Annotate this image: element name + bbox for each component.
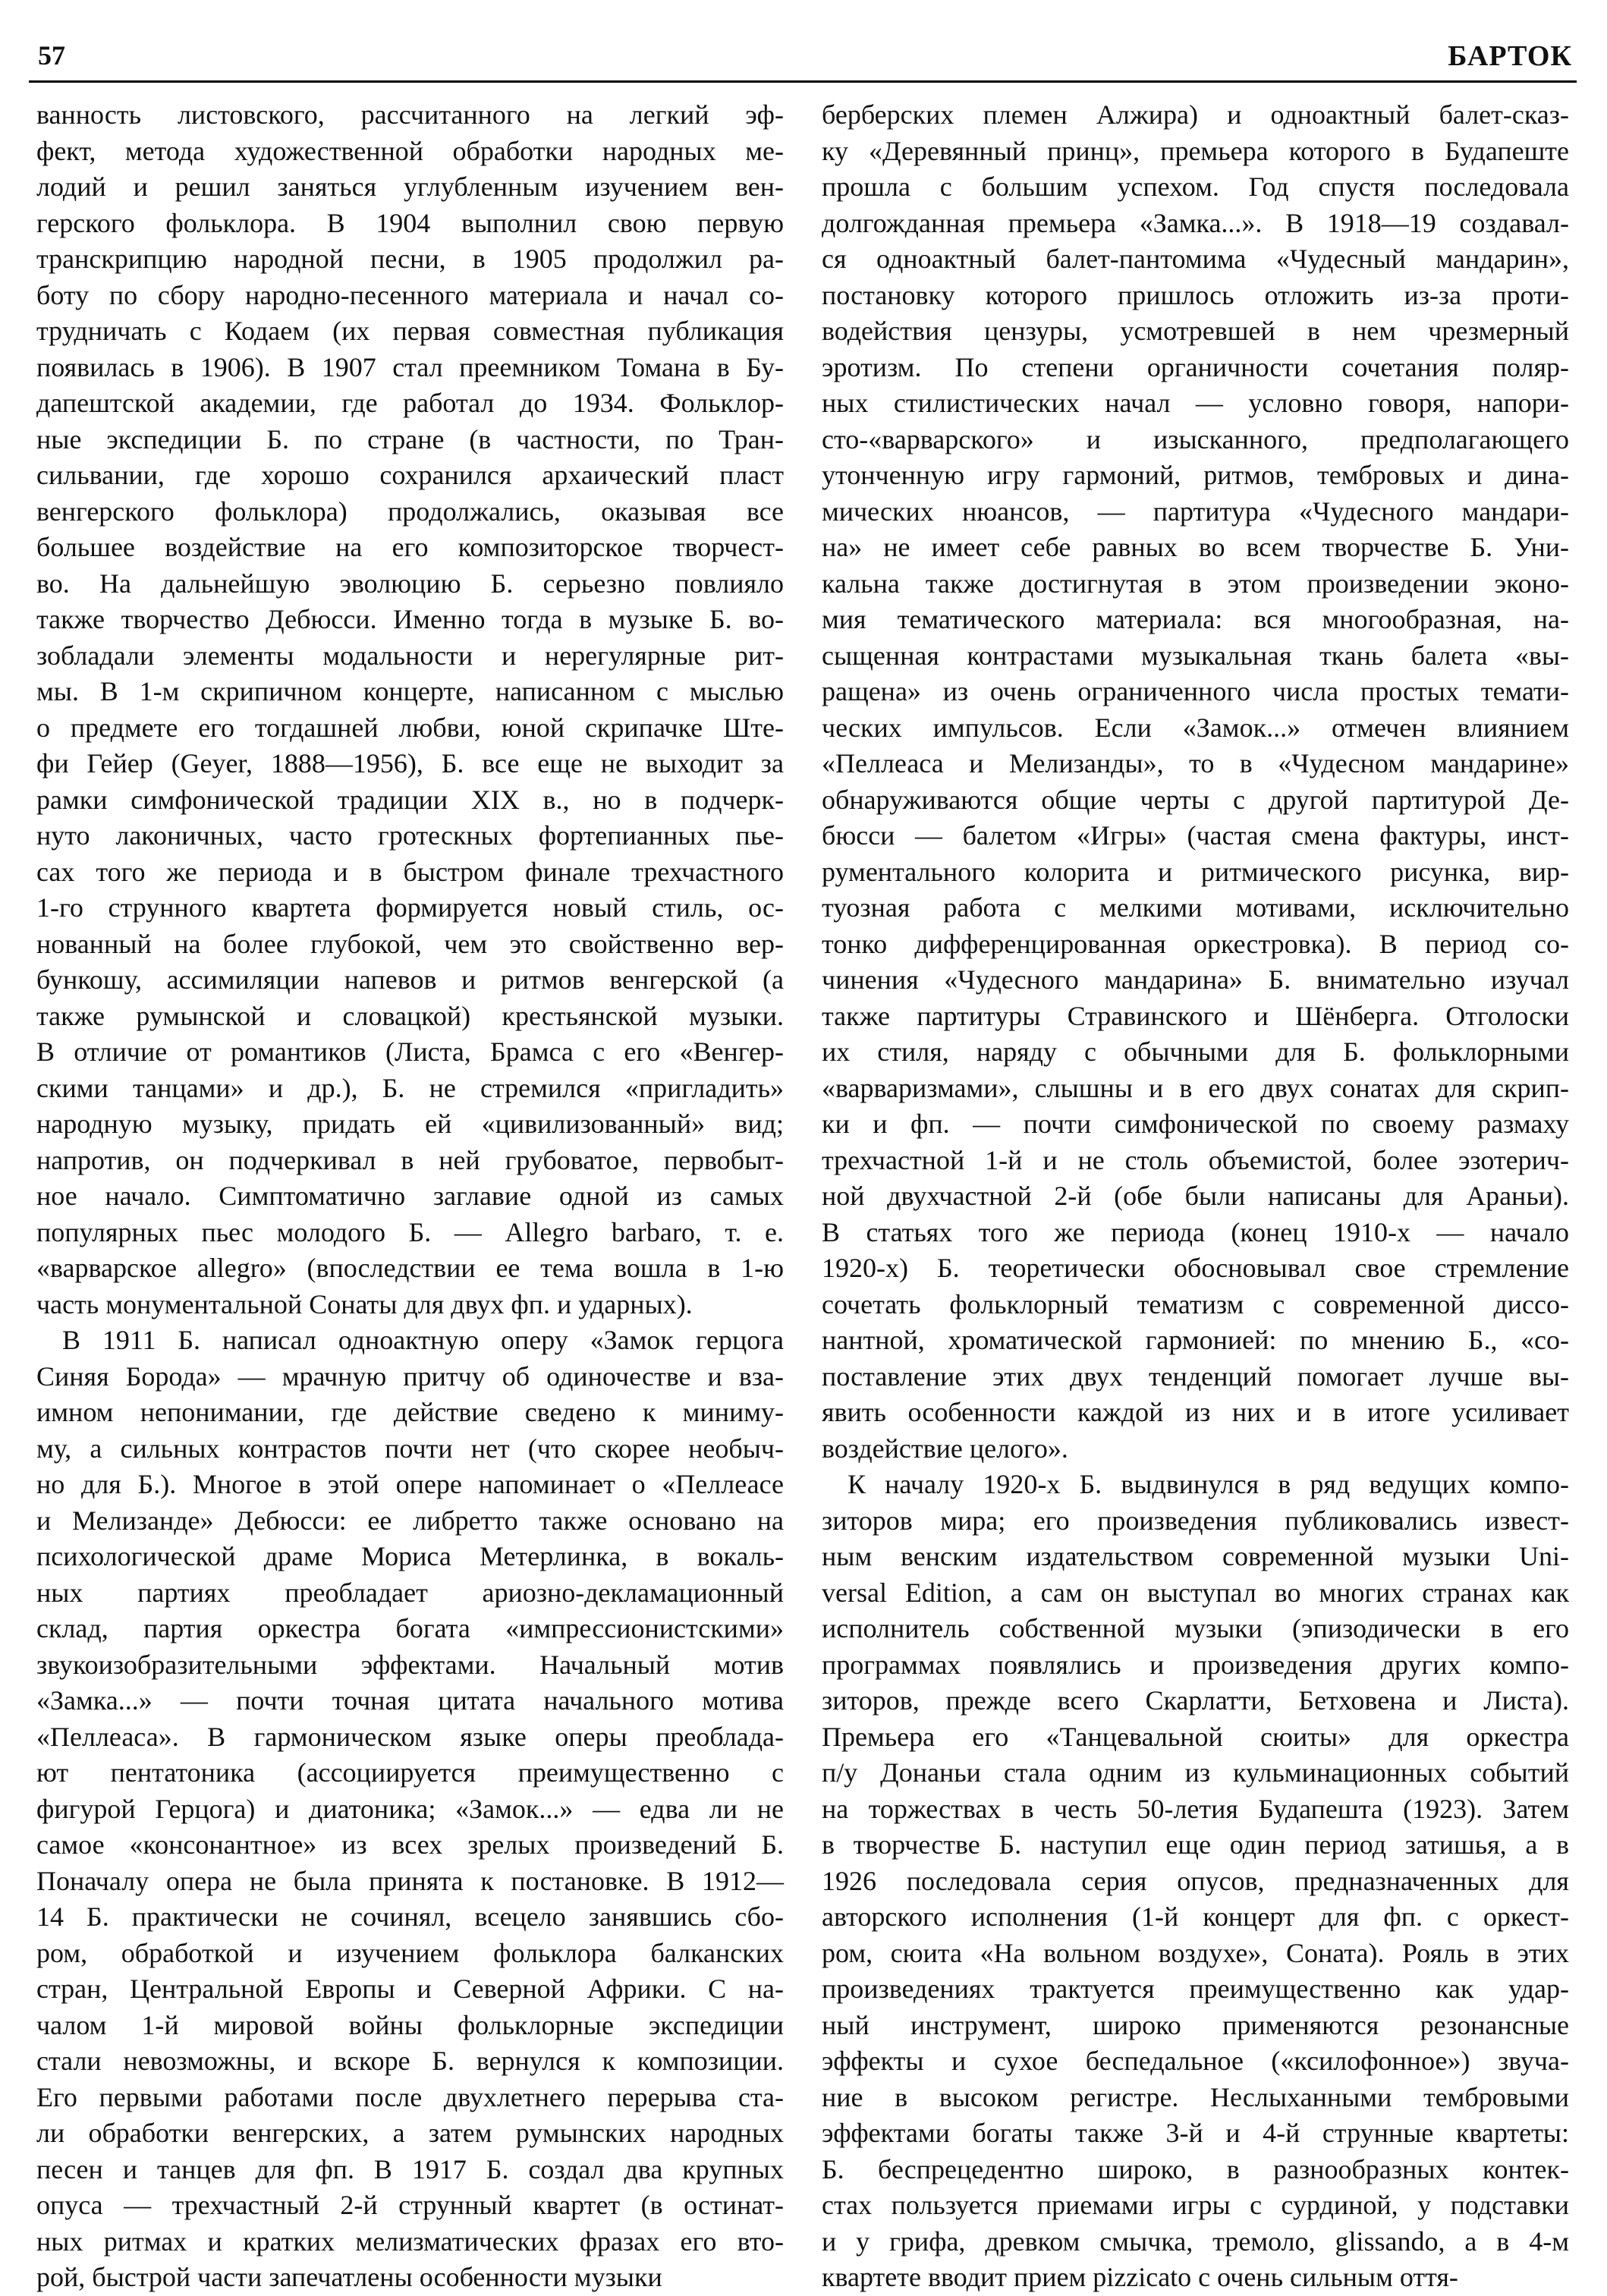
text-line: также румынской и словацкой) крестьянской музыки.	[36, 1000, 784, 1031]
text-line: стали невозможны, и вскоре Б. вернулся к композиции.	[36, 2046, 784, 2076]
text-line: ки и фп. — почти симфонической по своему размаху	[822, 1109, 1569, 1139]
text-line: кальна также достигнутая в этом произведении эконо-	[822, 568, 1569, 599]
text-line: о предмете его тогдашней любви, юной скрипачке Ште-	[36, 712, 784, 743]
text-line: фи Гейер (Geyer, 1888—1956), Б. все еще не выходит за	[36, 748, 784, 778]
text-line: на торжествах в честь 50-летия Будапешта (1923). Затем	[822, 1793, 1569, 1824]
text-line: прошла с большим успехом. Год спустя последовала	[822, 171, 1569, 202]
text-line: зобладали элементы модальности и нерегулярные рит-	[36, 640, 784, 671]
page-header	[29, 39, 1577, 77]
text-line: Поначалу опера не была принята к постановке. В 1912—	[36, 1865, 784, 1896]
text-line: мы. В 1-м скрипичном концерте, написанном с мыслью	[36, 676, 784, 706]
text-line: нуто лаконичных, часто гротескных фортепианных пье-	[36, 820, 784, 851]
text-line: эффектами богаты также 3-й и 4-й струнные квартеты:	[822, 2118, 1569, 2148]
text-line: нованный на более глубокой, чем это свойственно вер-	[36, 928, 784, 959]
text-line: ный инструмент, широко применяются резонансные	[822, 2009, 1569, 2040]
text-line: психологической драме Мориса Метерлинка, в вокаль-	[36, 1541, 784, 1571]
text-line: постановку которого пришлось отложить из-за проти-	[822, 279, 1569, 310]
text-line: транскрипцию народной песни, в 1905 продолжил ра-	[36, 244, 784, 274]
text-line: ных ритмах и кратких мелизматических фразах его вто-	[36, 2225, 784, 2257]
page-number: 57	[38, 40, 65, 71]
text-line: ным венским издательством современной музыки Uni-	[822, 1541, 1569, 1571]
text-line: ние в высоком регистре. Неслыханными тембровыми	[822, 2081, 1569, 2112]
text-line: рументального колорита и ритмического рисунка, вир-	[822, 856, 1569, 887]
header-rule	[29, 80, 1577, 83]
text-line: лодий и решил заняться углубленным изучением вен-	[36, 171, 784, 202]
text-line: их стиля, наряду с обычными для Б. фольклорными	[822, 1036, 1569, 1067]
text-line: утонченную игру гармоний, ритмов, тембровых и дина-	[822, 460, 1569, 490]
text-line: Премьера его «Танцевальной сюиты» для оркестра	[822, 1721, 1569, 1752]
text-line: стран, Центральной Европы и Северной Африки. С на-	[36, 1974, 784, 2004]
text-line: ли обработки венгерских, а затем румынских народных	[36, 2118, 784, 2148]
text-line: эротизм. По степени органичности сочетания поляр-	[822, 351, 1569, 382]
text-line: программах появлялись и произведения других компо-	[822, 1649, 1569, 1680]
text-line: долгожданная премьера «Замка...». В 1918—19 создавал-	[822, 207, 1569, 238]
text-line: ку «Деревянный принц», премьера которого в Будапеште	[822, 135, 1569, 166]
text-line: зиторов, прежде всего Скарлатти, Бетховена и Листа).	[822, 1685, 1569, 1716]
text-line: «варваризмами», слышны и в его двух сонатах для скрип-	[822, 1072, 1569, 1103]
text-line: и Мелизанде» Дебюсси: ее либретто также основано на	[36, 1505, 784, 1536]
text-line: В отличие от романтиков (Листа, Брамса с его «Венгер-	[36, 1036, 784, 1067]
text-line: ческих импульсов. Если «Замок...» отмечен влиянием	[822, 712, 1569, 743]
right-text-column	[822, 97, 1569, 2292]
text-line: 1-го струнного квартета формируется новый стиль, ос-	[36, 892, 784, 923]
text-line: ных стилистических начал — условно говоря, напори-	[822, 388, 1569, 418]
text-line: эффекты и сухое беспедальное («ксилофонное») звуча-	[822, 2046, 1569, 2076]
text-line: скими танцами» и др.), Б. не стремился «пригладить»	[36, 1072, 784, 1103]
left-text-column	[36, 97, 784, 2292]
text-line: чинения «Чудесного мандарина» Б. внимательно изучал	[822, 964, 1569, 995]
text-line: в творчестве Б. наступил еще один период затишья, а в	[822, 1829, 1569, 1860]
text-line: звукоизобразительными эффектами. Начальный мотив	[36, 1649, 784, 1680]
text-line: самое «консонантное» из всех зрелых произведений Б.	[36, 1829, 784, 1860]
text-line: п/у Донаньи стала одним из кульминационных событий	[822, 1757, 1569, 1788]
text-line: ной двухчастной 2-й (обе были написаны для Араньи).	[822, 1181, 1569, 1211]
text-line: Синяя Борода» — мрачную притчу об одиночестве и вза-	[36, 1360, 784, 1392]
text-line: сто-«варварского» и изысканного, предполагающего	[822, 423, 1569, 454]
text-line: фигурой Герцога) и диатоника; «Замок...» — едва ли не	[36, 1793, 784, 1824]
text-line: авторского исполнения (1-й концерт для фп. с оркест-	[822, 1901, 1569, 1932]
text-line: берберских племен Алжира) и одноактный балет-сказ-	[822, 99, 1569, 130]
text-line: водействия цензуры, усмотревшей в нем чрезмерный	[822, 316, 1569, 346]
text-line: мия тематического материала: вся многообразная, на-	[822, 604, 1569, 634]
text-line: versal Edition, а сам он выступал во многих странах как	[822, 1577, 1569, 1608]
text-line: рой, быстрой части запечатлены особенности музыки	[36, 2262, 662, 2292]
text-line: квартете вводит прием pizzicato с очень сильным оття-	[822, 2262, 1458, 2292]
text-line: боту по сбору народно-песенного материала и начал со-	[36, 279, 784, 310]
text-line: мических нюансов, — партитура «Чудесного мандари-	[822, 495, 1569, 527]
text-line: туозная работа с мелкими мотивами, исключительно	[822, 892, 1569, 923]
text-line: му, а сильных контрастов почти нет (что скорее необыч-	[36, 1433, 784, 1464]
text-line: чалом 1-й мировой войны фольклорные экспедиции	[36, 2009, 784, 2040]
text-line: произведениях трактуется преимущественно как удар-	[822, 1974, 1569, 2004]
text-line: рамки симфонической традиции XIX в., но в подчерк-	[36, 784, 784, 815]
text-line: стах пользуется приемами игры с сурдиной, у подставки	[822, 2190, 1569, 2220]
text-line: также творчество Дебюсси. Именно тогда в музыке Б. во-	[36, 604, 784, 634]
text-line: часть монументальной Сонаты для двух фп. и ударных).	[36, 1288, 693, 1319]
text-line: 1920-х) Б. теоретически обосновывал свое стремление	[822, 1253, 1569, 1283]
text-line: ные экспедиции Б. по стране (в частности, по Тран-	[36, 423, 784, 454]
text-line: народную музыку, придать ей «цивилизованный» вид;	[36, 1109, 784, 1139]
text-line: 14 Б. практически не сочинял, всецело занявшись сбо-	[36, 1901, 784, 1932]
text-line: имном непонимании, где действие сведено к миниму-	[36, 1397, 784, 1427]
text-line: «варварское allegro» (впоследствии ее тема вошла в 1-ю	[36, 1253, 784, 1283]
text-line: появилась в 1906). В 1907 стал преемником Томана в Бу-	[36, 351, 784, 382]
text-line: сочетать фольклорный тематизм с современной диссо-	[822, 1288, 1569, 1319]
text-line: явить особенности каждой из них и в итоге усиливает	[822, 1397, 1569, 1427]
text-line: герского фольклора. В 1904 выполнил свою первую	[36, 207, 784, 238]
text-line: на» не имеет себе равных во всем творчестве Б. Уни-	[822, 532, 1569, 562]
text-line: трехчастной 1-й и не столь объемистой, более эзотерич-	[822, 1144, 1569, 1175]
text-line: поставление этих двух тенденций помогает лучше вы-	[822, 1360, 1569, 1392]
text-line: дапештской академии, где работал до 1934. Фольклор-	[36, 388, 784, 418]
text-line: во. На дальнейшую эволюцию Б. серьезно повлияло	[36, 568, 784, 599]
text-line: ся одноактный балет-пантомима «Чудесный мандарин»,	[822, 244, 1569, 274]
text-line: Б. беспрецедентно широко, в разнообразных контек-	[822, 2153, 1569, 2184]
text-line: большее воздействие на его композиторское творчест-	[36, 532, 784, 562]
text-line: тонко дифференцированная оркестровка). В период со-	[822, 928, 1569, 959]
text-line: бюсси — балетом «Игры» (частая смена фактуры, инст-	[822, 820, 1569, 851]
text-line: зиторов мира; его произведения публиковались извест-	[822, 1505, 1569, 1536]
text-line: но для Б.). Многое в этой опере напоминает о «Пеллеасе	[36, 1469, 784, 1499]
text-line: В статьях того же периода (конец 1910-х — начало	[822, 1216, 1569, 1247]
text-line: «Замка...» — почти точная цитата начального мотива	[36, 1685, 784, 1716]
text-line: «Пеллеаса». В гармоническом языке оперы преоблада-	[36, 1721, 784, 1752]
text-line: ром, сюита «На вольном воздухе», Соната). Рояль в этих	[822, 1937, 1569, 1968]
running-head: БАРТОК	[1448, 40, 1572, 72]
text-line: ращена» из очень ограниченного числа простых темати-	[822, 676, 1569, 706]
text-line: К началу 1920-х Б. выдвинулся в ряд ведущих компо-	[848, 1469, 1569, 1499]
text-line: В 1911 Б. написал одноактную оперу «Замок герцога	[62, 1325, 784, 1355]
text-line: и у грифа, древком смычка, тремоло, glissando, а в 4-м	[822, 2225, 1569, 2257]
text-line: ное начало. Симптоматично заглавие одной из самых	[36, 1181, 784, 1211]
text-line: ром, обработкой и изучением фольклора балканских	[36, 1937, 784, 1968]
text-line: фект, метода художественной обработки народных ме-	[36, 135, 784, 166]
text-line: склад, партия оркестра богата «импрессионистскими»	[36, 1613, 784, 1643]
text-line: Его первыми работами после двухлетнего перерыва ста-	[36, 2081, 784, 2112]
text-line: напротив, он подчеркивал в ней грубоватое, первобыт-	[36, 1144, 784, 1175]
text-line: сыщенная контрастами музыкальная ткань балета «вы-	[822, 640, 1569, 671]
text-line: «Пеллеаса и Мелизанды», то в «Чудесном мандарине»	[822, 748, 1569, 778]
text-line: также партитуры Стравинского и Шёнберга. Отголоски	[822, 1000, 1569, 1031]
text-line: сах того же периода и в быстром финале трехчастного	[36, 856, 784, 887]
text-line: трудничать с Кодаем (их первая совместная публикация	[36, 316, 784, 346]
text-line: 1926 последовала серия опусов, предназначенных для	[822, 1865, 1569, 1896]
text-line: исполнитель собственной музыки (эпизодически в его	[822, 1613, 1569, 1643]
text-line: сильвании, где хорошо сохранился архаический пласт	[36, 460, 784, 490]
text-line: ют пентатоника (ассоциируется преимущественно с	[36, 1757, 784, 1788]
text-line: популярных пьес молодого Б. — Allegro barbaro, т. е.	[36, 1216, 784, 1247]
text-line: опуса — трехчастный 2-й струнный квартет (в остинат-	[36, 2190, 784, 2220]
text-line: венгерского фольклора) продолжались, оказывая все	[36, 495, 784, 527]
text-line: воздействие целого».	[822, 1433, 1068, 1464]
text-line: ных партиях преобладает ариозно-декламационный	[36, 1577, 784, 1608]
text-line: бункошу, ассимиляции напевов и ритмов венгерской (а	[36, 964, 784, 995]
text-line: ванность листовского, рассчитанного на легкий эф-	[36, 99, 784, 130]
text-line: обнаруживаются общие черты с другой партитурой Де-	[822, 784, 1569, 815]
text-line: песен и танцев для фп. В 1917 Б. создал два крупных	[36, 2153, 784, 2184]
text-line: нантной, хроматической гармонией: по мнению Б., «со-	[822, 1325, 1569, 1355]
